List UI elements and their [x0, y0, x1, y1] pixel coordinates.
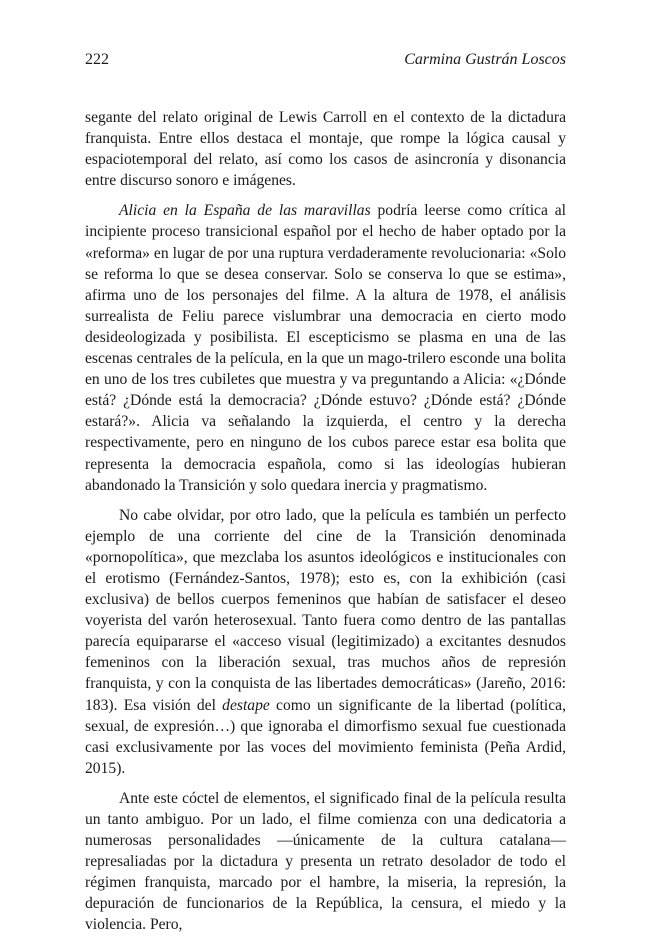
- paragraph-1: [85, 107, 566, 191]
- paragraph-text: segante del relato original de Lewis Carroll en el contexto de la dictadura franquista. Entre ellos destaca el montaje, que rompe la lógica causal y espaciotemporal del relato, así como los casos de asincronía y disonancia entre discurso sonoro e imágenes.: [85, 109, 566, 190]
- running-head: Carmina Gustrán Loscos: [404, 51, 566, 68]
- body-text: [85, 107, 566, 936]
- italic-term: destape: [222, 696, 270, 714]
- paragraph-4: [85, 788, 566, 936]
- page-number: 222: [85, 51, 109, 68]
- paragraph-text: No cabe olvidar, por otro lado, que la película es también un perfecto ejemplo de una corriente del cine de la Transición denominada «pornopolítica», que mezclaba los asuntos ideológicos e institucionales con el erotismo (Fernández-Santos, 1978); esto es, con la exhibición (casi exclusiva) de bellos cuerpos femeninos que habían de satisfacer el deseo voyerista del varón heterosexual. Tanto fuera como dentro de las pantallas parecía equipararse el «acceso visual (legitimizado) a excitantes desnudos femeninos con la liberación sexual, tras muchos años de represión franquista, y con la conquista de las libertades democráticas» (Jareño, 2016: 183). Esa visión del: [85, 506, 566, 714]
- paragraph-text: como un significante de la libertad (política, sexual, de expresión…) que ignoraba el dimorfismo sexual fue cuestionada casi exclusivamente por las voces del movimiento feminista (Peña Ardid, 2015).: [85, 696, 566, 777]
- film-title: Alicia en la España de las maravillas: [119, 202, 371, 220]
- paragraph-text: podría leerse como crítica al incipiente proceso transicional español por el hecho de haber optado por la «reforma» en lugar de por una ruptura verdaderamente revolucionaria: «Solo se reforma lo que se desea conservar. Solo se conserva lo que se estima», afirma uno de los personajes del filme. A la altura de 1978, el análisis surrealista de Feliu parece vislumbrar una democracia en cierto modo desideologizada y posibilista. El escepticismo se plasma en una de las escenas centrales de la película, en la que un mago-trilero esconde una bolita en uno de los tres cubiletes que muestra y va preguntando a Alicia: «¿Dónde está? ¿Dónde está la democracia? ¿Dónde estuvo? ¿Dónde está? ¿Dónde estará?». Alicia va señalando la izquierda, el centro y la derecha respectivamente, pero en ninguno de los cubos parece estar esa bolita que representa la democracia española, como si las ideologías hubieran abandonado la Transición y solo quedara inercia y pragmatismo.: [85, 202, 566, 494]
- page-header: [85, 50, 566, 74]
- paragraph-2: [85, 200, 566, 495]
- paragraph-3: [85, 505, 566, 779]
- paragraph-text: Ante este cóctel de elementos, el significado final de la película resulta un tanto ambiguo. Por un lado, el filme comienza con una dedicatoria a numerosas personalidades —únicamente de la cultura catalana— represaliadas por la dictadura y presenta un retrato desolador de todo el régimen franquista, marcado por el hambre, la miseria, la represión, la depuración de funcionarios de la República, la censura, el miedo y la violencia. Pero,: [85, 789, 566, 934]
